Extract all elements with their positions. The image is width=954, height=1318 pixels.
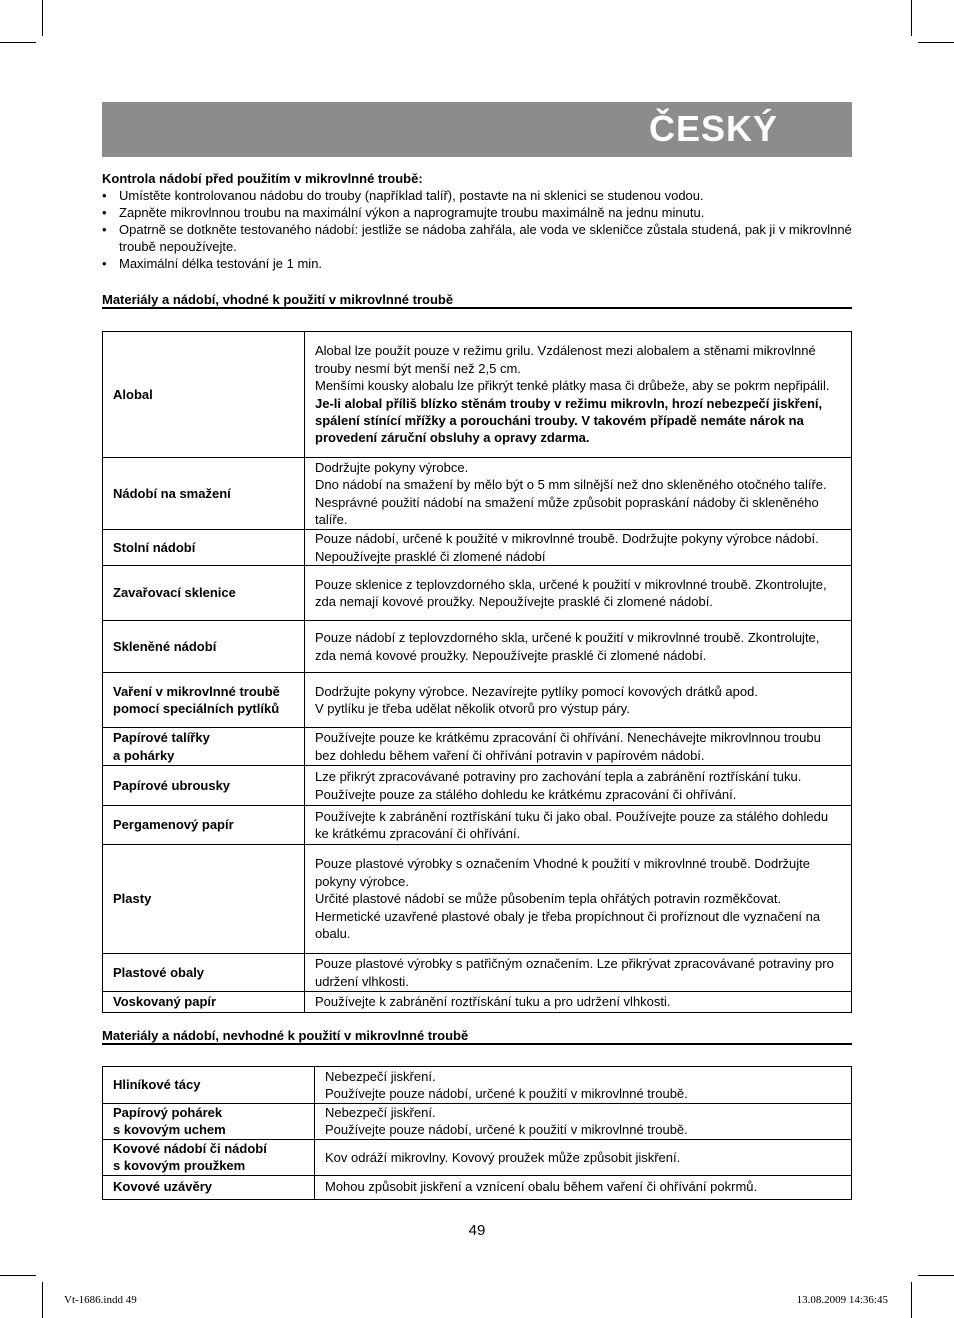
crop-mark	[911, 1282, 912, 1318]
table-row	[103, 673, 852, 728]
material-description: Používejte k zabránění roztřískání tuku či jako obal. Používejte pouze za stálého dohledu ke krátkému zpracování či ohřívání.	[305, 806, 852, 845]
material-name: Papírové ubrousky	[103, 766, 305, 806]
table-row	[103, 566, 852, 621]
material-description: Pouze sklenice z teplovzdorného skla, určené k použití v mikrovlnné troubě. Zkontrolujte, zda nemají kovové proužky. Nepoužívejte prasklé či zlomené nádobí.	[305, 566, 852, 621]
material-name: Kovové uzávěry	[103, 1175, 315, 1199]
table-row	[103, 458, 852, 530]
table-row	[103, 332, 852, 458]
list-item: • Umístěte kontrolovanou nádobu do trouby (například talíř), postavte na ni sklenici se studenou vodou.	[102, 187, 852, 204]
material-description: Alobal lze použít pouze v režimu grilu. Vzdálenost mezi alobalem a stěnami mikrovlnné trouby nesmí být menší než 2,5 cm. Menšími kousky alobalu lze přikrýt tenké plátky masa či drůbeže, aby se pokrm nepřipálil. Je-li alobal příliš blízko stěnám trouby v režimu mikrovln, hrozí nebezpečí jiskření, spálení stínící mřížky a poroucháni trouby. V takovém případě nemáte nárok na provedení záruční obsluhy a opravy zdarma.	[305, 332, 852, 458]
suitable-table	[102, 331, 852, 1013]
footer-file: Vt-1686.indd 49	[64, 1294, 137, 1306]
language-title: ČESKÝ	[648, 108, 778, 149]
language-header	[102, 102, 852, 157]
unsuitable-table	[102, 1066, 852, 1200]
check-title: Kontrola nádobí před použitím v mikrovlnné troubě:	[102, 171, 423, 186]
material-description: Pouze plastové výrobky s označením Vhodné k použití v mikrovlnné troubě. Dodržujte pokyny výrobce. Určité plastové nádobí se může působením tepla ohřátých potravin rozměkčovat. Hermetické uzavřené plastové obaly je třeba propíchnout či proříznout dle vyznačení na obalu.	[305, 845, 852, 954]
suitable-heading: Materiály a nádobí, vhodné k použití v mikrovlnné troubě	[102, 292, 852, 309]
list-item: • Zapněte mikrovlnnou troubu na maximální výkon a naprogramujte troubu maximálně na jednu minutu.	[102, 204, 852, 221]
page-number: 49	[468, 1222, 486, 1239]
table-row	[103, 621, 852, 673]
unsuitable-heading: Materiály a nádobí, nevhodné k použití v mikrovlnné troubě	[102, 1028, 852, 1045]
table-row	[103, 766, 852, 806]
table-row	[103, 806, 852, 845]
table-row	[103, 1175, 852, 1199]
crop-mark	[0, 42, 36, 43]
material-name: Pergamenový papír	[103, 806, 305, 845]
crop-mark	[42, 0, 43, 36]
material-name: Plastové obaly	[103, 954, 305, 992]
material-name: Stolní nádobí	[103, 530, 305, 566]
footer-datetime: 13.08.2009 14:36:45	[796, 1294, 888, 1306]
crop-mark	[918, 42, 954, 43]
material-name: Vaření v mikrovlnné troubě pomocí speciálních pytlíků	[103, 673, 305, 728]
material-description: Lze přikrýt zpracovávané potraviny pro zachování tepla a zabránění roztřískání tuku. Používejte pouze za stálého dohledu ke krátkému zpracování či ohřívání.	[305, 766, 852, 806]
check-section	[102, 170, 852, 272]
crop-mark	[0, 1275, 36, 1276]
material-description: Kov odráží mikrovlny. Kovový proužek může způsobit jiskření.	[315, 1139, 852, 1175]
list-item: • Maximální délka testování je 1 min.	[102, 255, 852, 272]
material-name: Zavařovací sklenice	[103, 566, 305, 621]
table-row	[103, 1139, 852, 1175]
table-row	[103, 992, 852, 1013]
table-row	[103, 954, 852, 992]
table-row	[103, 1104, 852, 1140]
material-name: Plasty	[103, 845, 305, 954]
material-description: Nebezpečí jiskření. Používejte pouze nádobí, určené k použití v mikrovlnné troubě.	[315, 1104, 852, 1140]
list-item: • Opatrně se dotkněte testovaného nádobí: jestliže se nádoba zahřála, ale voda ve skleničce zůstala studená, pak ji v mikrovlnné troubě nepoužívejte.	[102, 221, 852, 255]
material-description: Nebezpečí jiskření. Používejte pouze nádobí, určené k použití v mikrovlnné troubě.	[315, 1067, 852, 1104]
material-description: Používejte pouze ke krátkému zpracování či ohřívání. Nenechávejte mikrovlnnou troubu bez dohledu během vaření či ohřívání potravin v papírovém nádobí.	[305, 728, 852, 766]
material-name: Alobal	[103, 332, 305, 458]
material-name: Papírové talířky a pohárky	[103, 728, 305, 766]
table-row	[103, 530, 852, 566]
material-description: Pouze plastové výrobky s patřičným označením. Lze přikrývat zpracovávané potraviny pro udržení vlhkosti.	[305, 954, 852, 992]
material-name: Nádobí na smažení	[103, 458, 305, 530]
crop-mark	[42, 1282, 43, 1318]
check-list	[102, 187, 852, 272]
material-description: Pouze nádobí, určené k použité v mikrovlnné troubě. Dodržujte pokyny výrobce nádobí. Nepoužívejte prasklé či zlomené nádobí	[305, 530, 852, 566]
material-name: Kovové nádobí či nádobí s kovovým proužkem	[103, 1139, 315, 1175]
material-description: Dodržujte pokyny výrobce. Dno nádobí na smažení by mělo být o 5 mm silnější než dno skleněného otočného talíře. Nesprávné použití nádobí na smažení může způsobit popraskání nádoby či skleněného talíře.	[305, 458, 852, 530]
material-name: Voskovaný papír	[103, 992, 305, 1013]
material-name: Skleněné nádobí	[103, 621, 305, 673]
crop-mark	[918, 1275, 954, 1276]
material-name: Hliníkové tácy	[103, 1067, 315, 1104]
material-description: Mohou způsobit jiskření a vznícení obalu během vaření či ohřívání pokrmů.	[315, 1175, 852, 1199]
material-name: Papírový pohárek s kovovým uchem	[103, 1104, 315, 1140]
table-row	[103, 845, 852, 954]
material-description: Pouze nádobí z teplovzdorného skla, určené k použití v mikrovlnné troubě. Zkontrolujte, zda nemá kovové proužky. Nepoužívejte prasklé či zlomené nádobí.	[305, 621, 852, 673]
table-row	[103, 728, 852, 766]
material-description: Dodržujte pokyny výrobce. Nezavírejte pytlíky pomocí kovových drátků apod. V pytlíku je třeba udělat několik otvorů pro výstup páry.	[305, 673, 852, 728]
crop-mark	[911, 0, 912, 36]
warning-text: Je-li alobal příliš blízko stěnám trouby v režimu mikrovln, hrozí nebezpečí jiskření, spálení stínící mřížky a poroucháni trouby. V takovém případě nemáte nárok na provedení záruční obsluhy a opravy zdarma.	[315, 395, 823, 446]
table-row	[103, 1067, 852, 1104]
material-description: Používejte k zabránění roztřískání tuku a pro udržení vlhkosti.	[305, 992, 852, 1013]
